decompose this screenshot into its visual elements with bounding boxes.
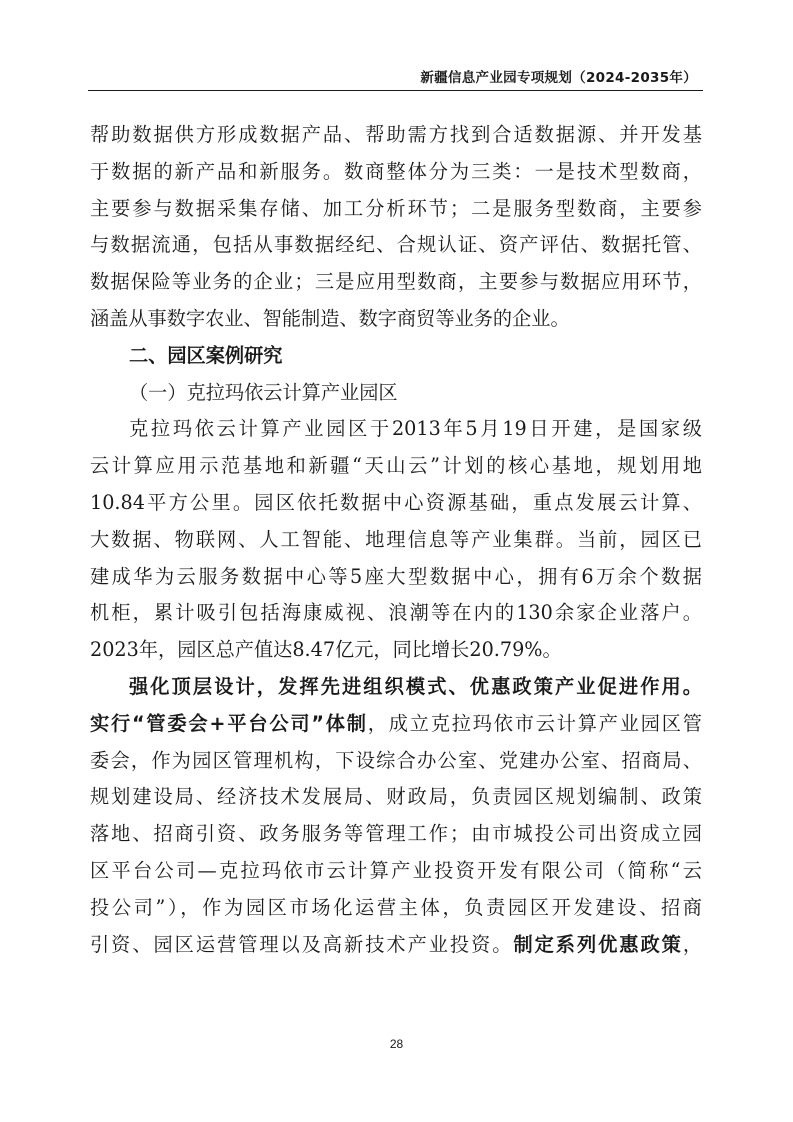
- paragraph-line: 规划建设局、经济技术发展局、财政局，负责园区规划编制、政策: [90, 785, 702, 809]
- paragraph-line: 克拉玛依云计算产业园区于2013年5月19日开建，是国家级: [129, 417, 702, 441]
- bold-phrase: 制定系列优惠政策: [513, 932, 683, 956]
- text-span: 引资、园区运营管理以及高新技术产业投资。: [90, 932, 514, 956]
- bold-phrase: 实行“管委会+平台公司”体制: [90, 711, 368, 735]
- paragraph-line: 机柜，累计吸引包括海康威视、浪潮等在内的130余家企业落户。: [90, 601, 702, 625]
- paragraph-line: 于数据的新产品和新服务。数商整体分为三类：一是技术型数商，: [90, 159, 702, 183]
- section-heading: 二、园区案例研究: [129, 343, 283, 367]
- paragraph-line: 委会，作为园区管理机构，下设综合办公室、党建办公室、招商局、: [90, 748, 702, 772]
- page-number: 28: [389, 1037, 404, 1051]
- paragraph-line: 落地、招商引资、政务服务等管理工作；由市城投公司出资成立园: [90, 822, 702, 846]
- paragraph-line: 投公司”），作为园区市场化运营主体，负责园区开发建设、招商: [90, 895, 702, 919]
- paragraph-line: 主要参与数据采集存储、加工分析环节；二是服务型数商，主要参: [90, 196, 702, 220]
- paragraph-line: 大数据、物联网、人工智能、地理信息等产业集群。当前，园区已: [90, 527, 702, 551]
- paragraph-line: 涵盖从事数字农业、智能制造、数字商贸等业务的企业。: [90, 306, 570, 330]
- header-rule: [88, 90, 703, 91]
- paragraph-line: 帮助数据供方形成数据产品、帮助需方找到合适数据源、并开发基: [90, 123, 702, 146]
- paragraph-line: 数据保险等业务的企业；三是应用型数商，主要参与数据应用环节，: [90, 270, 702, 294]
- paragraph-line: [90, 927, 702, 964]
- section-subheading: （一）克拉玛依云计算产业园区: [129, 380, 398, 404]
- bold-lead-sentence: 强化顶层设计，发挥先进组织模式、优惠政策产业促进作用。: [129, 674, 702, 698]
- paragraph-line: [90, 706, 702, 743]
- paragraph-line: 建成华为云服务数据中心等5座大型数据中心，拥有6万余个数据: [90, 564, 702, 588]
- paragraph-line: 云计算应用示范基地和新疆“天山云”计划的核心基地，规划用地: [90, 454, 702, 478]
- paragraph-line: 10.84平方公里。园区依托数据中心资源基础，重点发展云计算、: [90, 490, 702, 514]
- running-header: 新疆信息产业园专项规划（2024-2035年）: [420, 70, 697, 86]
- paragraph-line: 区平台公司—克拉玛依市云计算产业投资开发有限公司（简称“云: [90, 858, 702, 882]
- text-span: ，成立克拉玛依市云计算产业园区管: [367, 711, 702, 735]
- paragraph-line: 与数据流通，包括从事数据经纪、合规认证、资产评估、数据托管、: [90, 233, 702, 257]
- text-span: ，: [682, 932, 702, 956]
- paragraph-line: 2023年，园区总产值达8.47亿元，同比增长20.79%。: [90, 638, 562, 662]
- body-text: [90, 117, 702, 963]
